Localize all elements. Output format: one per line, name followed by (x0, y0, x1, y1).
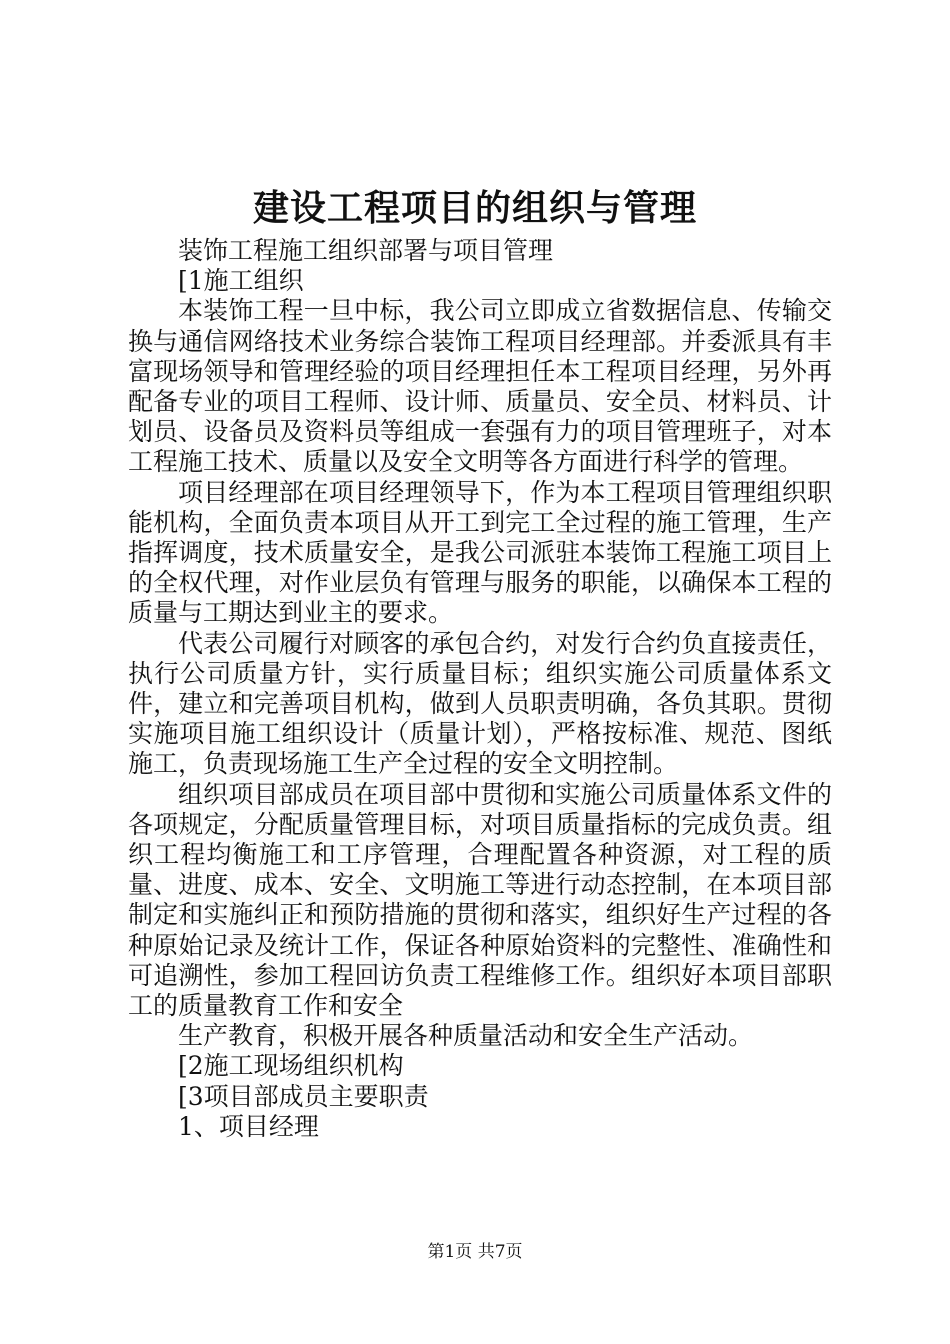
document-title: 建设工程项目的组织与管理 (252, 187, 697, 229)
body-paragraph: 项目经理部在项目经理领导下，作为本工程项目管理组织职能机构，全面负责本项目从开工到完工全过程的施工管理，生产指挥调度，技术质量安全，是我公司派驻本装饰工程施工项目上的全权代理，对作业层负有管理与服务的职能，以确保本工程的质量与工期达到业主的要求。 (128, 477, 832, 628)
subsection-heading: [3项目部成员主要职责 (178, 1081, 429, 1111)
list-item-heading: 1、项目经理 (178, 1111, 319, 1141)
document-body (128, 236, 832, 1142)
body-paragraph: 组织项目部成员在项目部中贯彻和实施公司质量体系文件的各项规定，分配质量管理目标，对项目质量指标的完成负责。组织工程均衡施工和工序管理，合理配置各种资源，对工程的质量、进度、成本、安全、文明施工等进行动态控制，在本项目部制定和实施纠正和预防措施的贯彻和落实，组织好生产过程的各种原始记录及统计工作，保证各种原始资料的完整性、准确性和可追溯性，参加工程回访负责工程维修工作。组织好本项目部职工的质量教育工作和安全 (128, 779, 832, 1021)
body-paragraph: 代表公司履行对顾客的承包合约，对发行合约负直接责任，执行公司质量方针，实行质量目标；组织实施公司质量体系文件，建立和完善项目机构，做到人员职责明确，各负其职。贯彻实施项目施工组织设计（质量计划），严格按标准、规范、图纸施工，负责现场施工生产全过程的安全文明控制。 (128, 628, 832, 779)
body-paragraph: 生产教育，积极开展各种质量活动和安全生产活动。 (178, 1021, 754, 1051)
page-number: 第1页 共7页 (427, 1242, 523, 1262)
section-heading: 装饰工程施工组织部署与项目管理 (178, 236, 554, 265)
body-paragraph: 本装饰工程一旦中标，我公司立即成立省数据信息、传输交换与通信网络技术业务综合装饰工程项目经理部。并委派具有丰富现场领导和管理经验的项目经理担任本工程项目经理，另外再配备专业的项目工程师、设计师、质量员、安全员、材料员、计划员、设备员及资料员等组成一套强有力的项目管理班子，对本工程施工技术、质量以及安全文明等各方面进行科学的管理。 (128, 296, 832, 477)
subsection-heading: [2施工现场组织机构 (178, 1051, 404, 1081)
subsection-heading: [1施工组织 (178, 266, 304, 296)
